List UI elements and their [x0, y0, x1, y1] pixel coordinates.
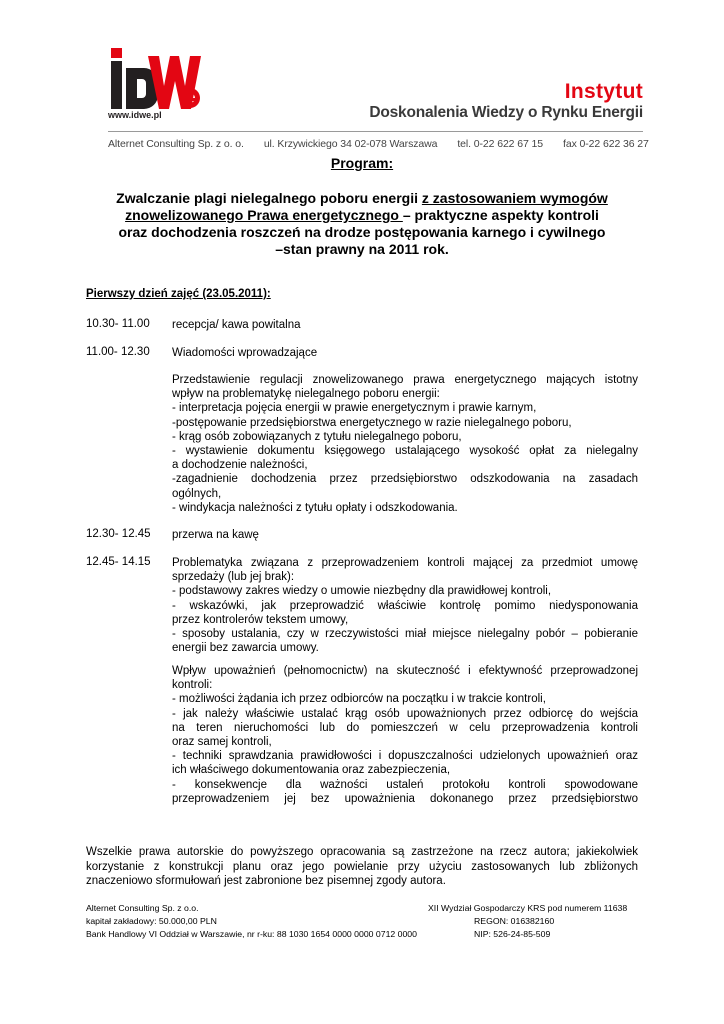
contact-address: ul. Krzywickiego 34 02-078 Warszawa — [263, 138, 438, 150]
schedule-line: ich właściwego dokumentowania oraz zabezpieczenia, — [172, 764, 451, 777]
copyright-line: znaczeniowo sformułowań jest zabronione bez pisemnej zgody autora. — [86, 875, 446, 888]
schedule-line: na teren nieruchomości lub do pomieszczeń w celu przeprowadzenia kontroli — [172, 721, 638, 734]
contact-company: Alternet Consulting Sp. z o. o. — [108, 138, 244, 150]
schedule-line: Wiadomości wprowadzające — [172, 347, 318, 359]
title-line3: oraz dochodzenia roszczeń na drodze postępowania karnego i cywilnego — [118, 224, 606, 240]
schedule-line: przerwa na kawę — [172, 529, 259, 541]
footer-company-info — [86, 902, 417, 941]
schedule-line: -zagadnienie dochodzenia przez przedsiębiorstwo odszkodowania na zasadach — [172, 473, 638, 486]
schedule-time: 11.00- 12.30 — [86, 346, 150, 358]
schedule-line: oraz samej kontroli, — [172, 736, 272, 749]
schedule-line: - jak należy właściwie ustalać krąg osób upoważnionych przez odbiorcę do wejścia — [172, 707, 638, 720]
schedule-line: - windykacja należności z tytułu opłaty i odszkodowania. — [172, 501, 458, 514]
schedule-time: 12.45- 14.15 — [86, 556, 151, 568]
course-title — [96, 190, 628, 258]
schedule-item — [172, 528, 638, 542]
contact-fax: fax 0-22 622 36 27 — [563, 138, 649, 150]
schedule-block — [172, 556, 638, 655]
schedule-time: 12.30- 12.45 — [86, 528, 151, 540]
title-line4: –stan prawny na 2011 rok. — [275, 241, 449, 257]
schedule-line: wpływ na problematykę nielegalnego poboru energii: — [172, 388, 440, 401]
footer-capital: kapitał zakładowy: 50.000,00 PLN — [86, 916, 217, 926]
copyright-note — [86, 845, 638, 889]
schedule-line: energii bez zawarcia umowy. — [172, 642, 319, 655]
program-label: Program: — [330, 155, 394, 171]
schedule-line: Wpływ upoważnień (pełnomocnictw) na skuteczność i efektywność przeprowadzonej — [172, 665, 638, 677]
institute-subtitle: Doskonalenia Wiedzy o Rynku Energii — [369, 104, 643, 121]
logo-url[interactable]: www.idwe.pl — [108, 110, 162, 120]
schedule-line: - wystawienie dokumentu księgowego ustalającego wysokość opłat za nielegalny — [172, 445, 638, 458]
title-line1b: z zastosowaniem wymogów — [421, 190, 608, 206]
schedule-line: - techniki sprawdzania prawidłowości i dopuszczalności udzielonych upoważnień oraz — [172, 750, 638, 763]
schedule-block — [172, 664, 638, 806]
schedule-line: sprzedaży (lub jej brak): — [172, 571, 295, 584]
schedule-block — [172, 373, 638, 515]
title-line1a: Zwalczanie plagi nielegalnego poboru energii — [116, 190, 422, 206]
footer-court: XII Wydział Gospodarczy KRS pod numerem 11638 — [428, 903, 628, 913]
contact-phone: tel. 0-22 622 67 15 — [457, 138, 544, 150]
schedule-line: Problematyka związana z przeprowadzeniem kontroli mającej za przedmiot umowę — [172, 557, 638, 569]
schedule-line: -postępowanie przedsiębiorstwa energetycznego w razie nielegalnego poboru, — [172, 416, 572, 429]
schedule-line: - konsekwencje dla ważności ustaleń protokołu kontroli spowodowane — [172, 778, 638, 791]
day-heading: Pierwszy dzień zajęć (23.05.2011): — [86, 288, 271, 300]
schedule-line: - sposoby ustalania, czy w rzeczywistości miał miejsce nielegalny pobór – pobieranie — [172, 628, 638, 641]
title-line2b: – praktyczne aspekty kontroli — [402, 207, 599, 223]
schedule-line: - krąg osób zobowiązanych z tytułu nielegalnego poboru, — [172, 430, 462, 443]
schedule-item — [172, 346, 638, 360]
copyright-line: korzystanie z konstrukcji planu oraz jego powielanie przy użyciu zastosowanych lub zbliżonych — [86, 860, 638, 873]
footer-nip: NIP: 526-24-85-509 — [474, 929, 551, 939]
schedule-line: kontroli: — [172, 679, 213, 692]
schedule-item — [172, 318, 638, 332]
schedule-line: - wskazówki, jak przeprowadzić właściwie kontrolę pomimo niedysponowania — [172, 599, 638, 612]
schedule-line: a dochodzenie należności, — [172, 459, 308, 472]
footer-registry-info — [428, 902, 627, 941]
footer-company: Alternet Consulting Sp. z o.o. — [86, 903, 199, 913]
schedule-line: ogólnych, — [172, 487, 222, 500]
footer-bank: Bank Handlowy VI Oddział w Warszawie, nr r-ku: 88 1030 1654 0000 0000 0712 0000 — [86, 929, 417, 939]
schedule-time: 10.30- 11.00 — [86, 318, 150, 330]
schedule-line: - możliwości żądania ich przez odbiorców na początku i w trakcie kontroli, — [172, 693, 546, 706]
schedule-line: przeprowadzeniem jej bez upoważnienia dokonanego przez przedsiębiorstwo — [172, 792, 638, 805]
copyright-line: Wszelkie prawa autorskie do powyższego opracowania są zastrzeżone na rzecz autora; jakiekolwiek — [86, 846, 638, 858]
header-divider — [108, 131, 643, 132]
header-contact — [108, 138, 649, 150]
schedule-line: przez kontrolerów tekstem umowy, — [172, 613, 349, 626]
schedule-line: recepcja/ kawa powitalna — [172, 319, 301, 331]
schedule-line: - podstawowy zakres wiedzy o umowie niezbędny dla prawidłowej kontroli, — [172, 585, 552, 598]
institute-title: Instytut — [564, 80, 643, 103]
title-line2a: znowelizowanego Prawa energetycznego — [125, 207, 403, 223]
schedule-line: Przedstawienie regulacji znowelizowanego prawa energetycznego mających istotny — [172, 374, 638, 386]
schedule-line: - interpretacja pojęcia energii w prawie energetycznym i prawie karnym, — [172, 402, 537, 415]
footer-regon: REGON: 016382160 — [474, 916, 555, 926]
